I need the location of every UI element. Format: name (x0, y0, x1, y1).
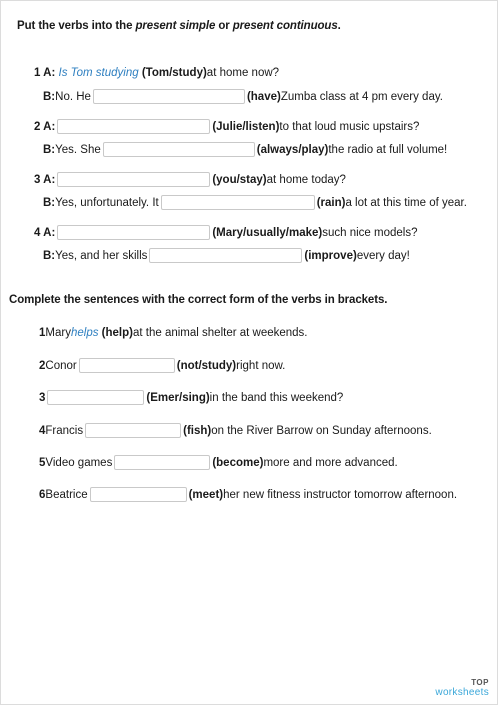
ex1-item1-b-cue: (have) (246, 90, 281, 103)
ex2-item1-text-after: at the animal shelter at weekends. (132, 327, 308, 339)
ex1-item3-b-label: B: (43, 196, 56, 209)
exercise1-title-italic2: present continuous (232, 20, 338, 32)
ex1-item3-question (34, 172, 346, 187)
ex2-item4-number: 4 (39, 424, 46, 437)
ex1-item3-a-answer-input[interactable] (57, 172, 210, 187)
ex2-item5 (39, 455, 398, 470)
ex1-item1-b-text-before: No. He (55, 90, 91, 103)
ex1-item2-b-text-before: Yes. She (55, 143, 101, 156)
topworksheets-logo (435, 679, 489, 698)
ex1-item3-reply (43, 195, 467, 210)
ex2-item3-text-after: in the band this weekend? (209, 391, 344, 404)
logo-top-text: TOP (471, 678, 489, 687)
ex1-item3-text: at home today? (266, 173, 346, 186)
ex2-item6-number: 6 (39, 488, 46, 501)
ex2-item5-text-after: more and more advanced. (263, 456, 398, 469)
ex1-item4-b-text-after: every day! (356, 249, 410, 262)
ex1-item2-text: to that loud music upstairs? (279, 120, 420, 133)
ex1-item2-reply (43, 142, 447, 157)
ex2-item6-text-after: her new fitness instructor tomorrow afternoon. (223, 488, 458, 501)
ex1-item2-b-text-after: the radio at full volume! (328, 143, 448, 156)
ex2-item3 (39, 390, 343, 405)
ex1-item3-number: 3 A: (34, 173, 56, 186)
ex2-item5-number: 5 (39, 456, 46, 469)
ex1-item2-number: 2 A: (34, 120, 56, 133)
ex2-item1-cue: (help) (101, 327, 133, 339)
ex2-item1-number: 1 (39, 327, 46, 339)
ex1-item3-cue: (you/stay) (212, 173, 267, 186)
ex2-item6-text-before: Beatrice (45, 488, 88, 501)
ex2-item6 (39, 487, 457, 502)
ex1-item4-question (34, 225, 418, 240)
ex1-item1-text: at home now? (206, 67, 280, 79)
ex1-item4-text: such nice models? (322, 226, 418, 239)
ex1-item3-b-text-before: Yes, unfortunately. It (55, 196, 159, 209)
exercise1-title-prefix: Put the verbs into the (17, 20, 136, 32)
ex1-item4-reply (43, 248, 410, 263)
ex1-item4-cue: (Mary/usually/make) (212, 226, 323, 239)
ex2-item4-text-after: on the River Barrow on Sunday afternoons. (211, 424, 432, 437)
ex1-item1-reply (43, 89, 443, 104)
ex2-item1 (39, 326, 308, 340)
ex1-item3-b-answer-input[interactable] (161, 195, 315, 210)
ex2-item4-cue: (fish) (183, 424, 212, 437)
ex1-item2-b-answer-input[interactable] (103, 142, 255, 157)
ex2-item1-example-answer: helps (70, 327, 99, 339)
ex1-item4-a-answer-input[interactable] (57, 225, 210, 240)
ex1-item1-cue: (Tom/study) (141, 67, 207, 79)
ex1-item2-question (34, 119, 419, 134)
ex2-item4-text-before: Francis (45, 424, 84, 437)
ex2-item2-answer-input[interactable] (79, 358, 175, 373)
ex2-item3-number: 3 (39, 391, 46, 404)
ex1-item3-b-cue: (rain) (316, 196, 346, 209)
ex2-item2 (39, 358, 285, 373)
ex1-item2-b-cue: (always/play) (256, 143, 329, 156)
ex1-item1-b-answer-input[interactable] (93, 89, 245, 104)
ex1-item2-cue: (Julie/listen) (212, 120, 280, 133)
ex1-item4-b-text-before: Yes, and her skills (55, 249, 148, 262)
ex2-item3-answer-input[interactable] (47, 390, 144, 405)
ex1-item4-b-cue: (improve) (304, 249, 357, 262)
ex2-item5-answer-input[interactable] (114, 455, 210, 470)
ex2-item2-text-before: Conor (45, 359, 77, 372)
ex2-item2-number: 2 (39, 359, 46, 372)
exercise1-title-or: or (215, 20, 233, 32)
ex1-item1-example-answer: Is Tom studying (58, 67, 139, 79)
ex2-item5-cue: (become) (212, 456, 264, 469)
ex2-item2-text-after: right now. (236, 359, 286, 372)
ex2-item3-cue: (Emer/sing) (146, 391, 210, 404)
exercise2-title: Complete the sentences with the correct form of the verbs in brackets. (9, 294, 388, 306)
ex2-item6-cue: (meet) (188, 488, 224, 501)
ex1-item4-number: 4 A: (34, 226, 56, 239)
exercise1-title (17, 19, 341, 33)
ex2-item1-text-before: Mary (45, 327, 71, 339)
ex2-item6-answer-input[interactable] (90, 487, 187, 502)
ex1-item1-question (34, 66, 279, 80)
ex1-item2-b-label: B: (43, 143, 56, 156)
ex1-item4-b-label: B: (43, 249, 56, 262)
ex1-item1-number: 1 A: (34, 67, 56, 79)
ex1-item1-b-text-after: Zumba class at 4 pm every day. (280, 90, 443, 103)
logo-worksheets-text: worksheets (435, 687, 489, 698)
ex1-item2-a-answer-input[interactable] (57, 119, 210, 134)
exercise1-title-italic1: present simple (135, 20, 216, 32)
ex2-item2-cue: (not/study) (176, 359, 237, 372)
exercise1-title-end: . (337, 20, 341, 32)
ex2-item5-text-before: Video games (45, 456, 113, 469)
ex1-item3-b-text-after: a lot at this time of year. (345, 196, 467, 209)
ex2-item4-answer-input[interactable] (85, 423, 181, 438)
ex1-item4-b-answer-input[interactable] (149, 248, 302, 263)
ex2-item4 (39, 423, 432, 438)
ex1-item1-b-label: B: (43, 90, 56, 103)
